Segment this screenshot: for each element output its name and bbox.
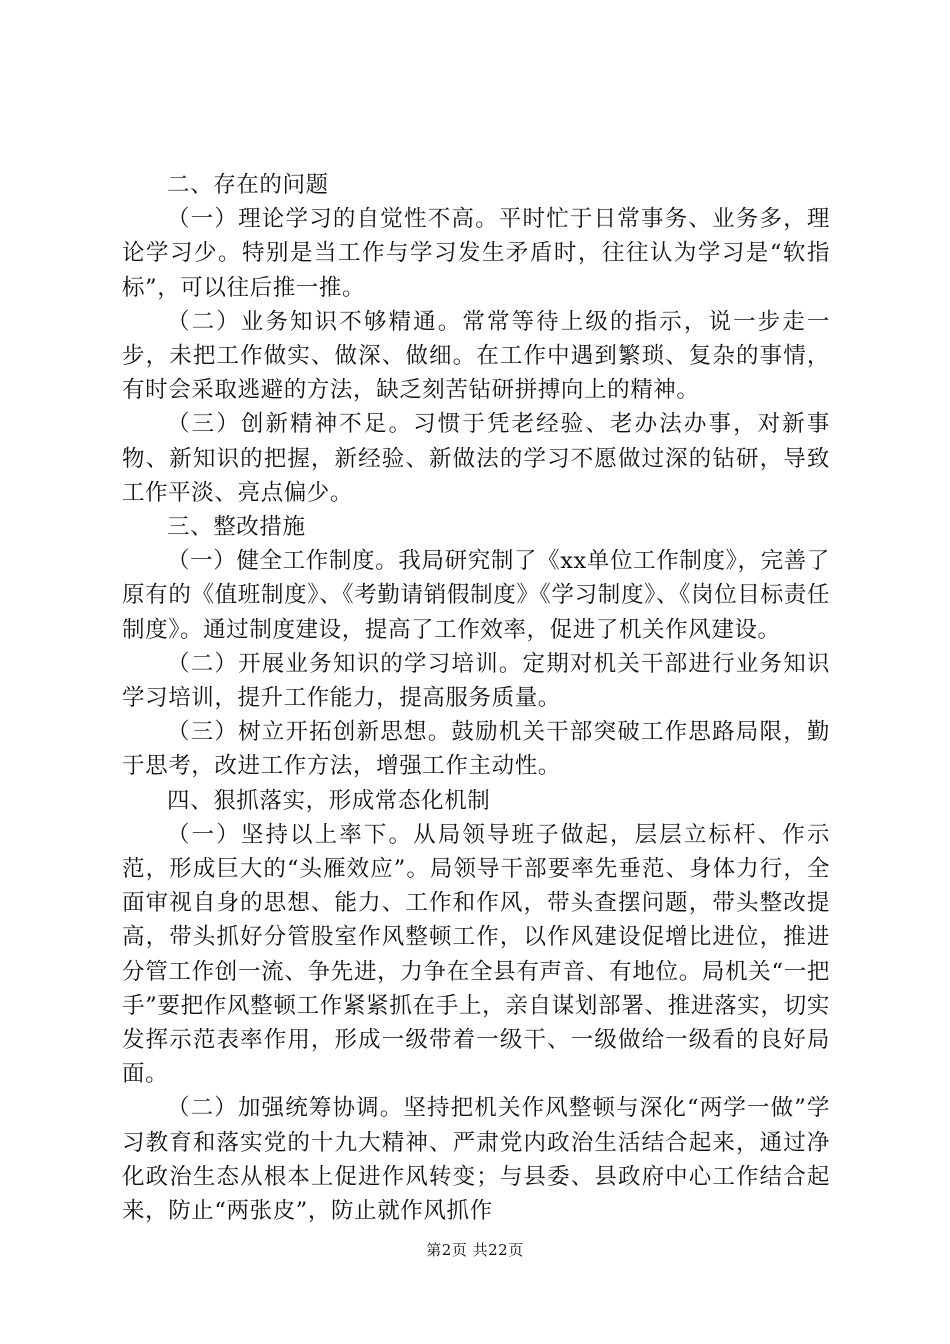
paragraph: （三）创新精神不足。习惯于凭老经验、老办法办事，对新事物、新知识的把握，新经验、新做法的学习不愿做过深的钻研，导致工作平淡、亮点偏少。 — [122, 411, 830, 506]
document-body — [122, 168, 830, 1228]
paragraph: （一）理论学习的自觉性不高。平时忙于日常事务、业务多，理论学习少。特别是当工作与学习发生矛盾时，往往认为学习是“软指标”，可以往后推一推。 — [122, 206, 830, 301]
paragraph: （三）树立开拓创新思想。鼓励机关干部突破工作思路局限，勤于思考，改进工作方法，增强工作主动性。 — [122, 719, 830, 780]
section-heading: 二、存在的问题 — [167, 172, 329, 198]
section-heading: 四、狠抓落实，形成常态化机制 — [167, 787, 491, 814]
paragraph: （二）业务知识不够精通。常常等待上级的指示，说一步走一步，未把工作做实、做深、做细。在工作中遇到繁琐、复杂的事情，有时会采取逃避的方法，缺乏刻苦钻研拼搏向上的精神。 — [122, 308, 830, 404]
paragraph: （一）健全工作制度。我局研究制了《xx单位工作制度》，完善了原有的《值班制度》、《考勤请销假制度》《学习制度》、《岗位目标责任制度》。通过制度建设，提高了工作效率，促进了机关作风建设。 — [122, 548, 830, 643]
page-number-footer: 第2页 共22页 — [426, 1241, 524, 1259]
section-heading: 三、整改措施 — [167, 514, 306, 541]
paragraph: （二）开展业务知识的学习培训。定期对机关干部进行业务知识学习培训，提升工作能力，提高服务质量。 — [122, 650, 830, 712]
paragraph: （二）加强统筹协调。坚持把机关作风整顿与深化“两学一做”学习教育和落实党的十九大精神、严肃党内政治生活结合起来，通过净化政治生态从根本上促进作风转变；与县委、县政府中心工作结合起来，防止“两张皮”，防止就作风抓作 — [122, 1095, 830, 1225]
paragraph: （一）坚持以上率下。从局领导班子做起，层层立标杆、作示范，形成巨大的“头雁效应”。局领导干部要率先垂范、身体力行，全面审视自身的思想、能力、工作和作风，带头查摆问题，带头整改提高，带头抓好分管股室作风整顿工作，以作风建设促增比进位，推进分管工作创一流、争先进，力争在全县有声音、有地位。局机关“一把手”要把作风整顿工作紧紧抓在手上，亲自谋划部署、推进落实，切实发挥示范表率作用，形成一级带着一级干、一级做给一级看的良好局面。 — [122, 821, 830, 1088]
